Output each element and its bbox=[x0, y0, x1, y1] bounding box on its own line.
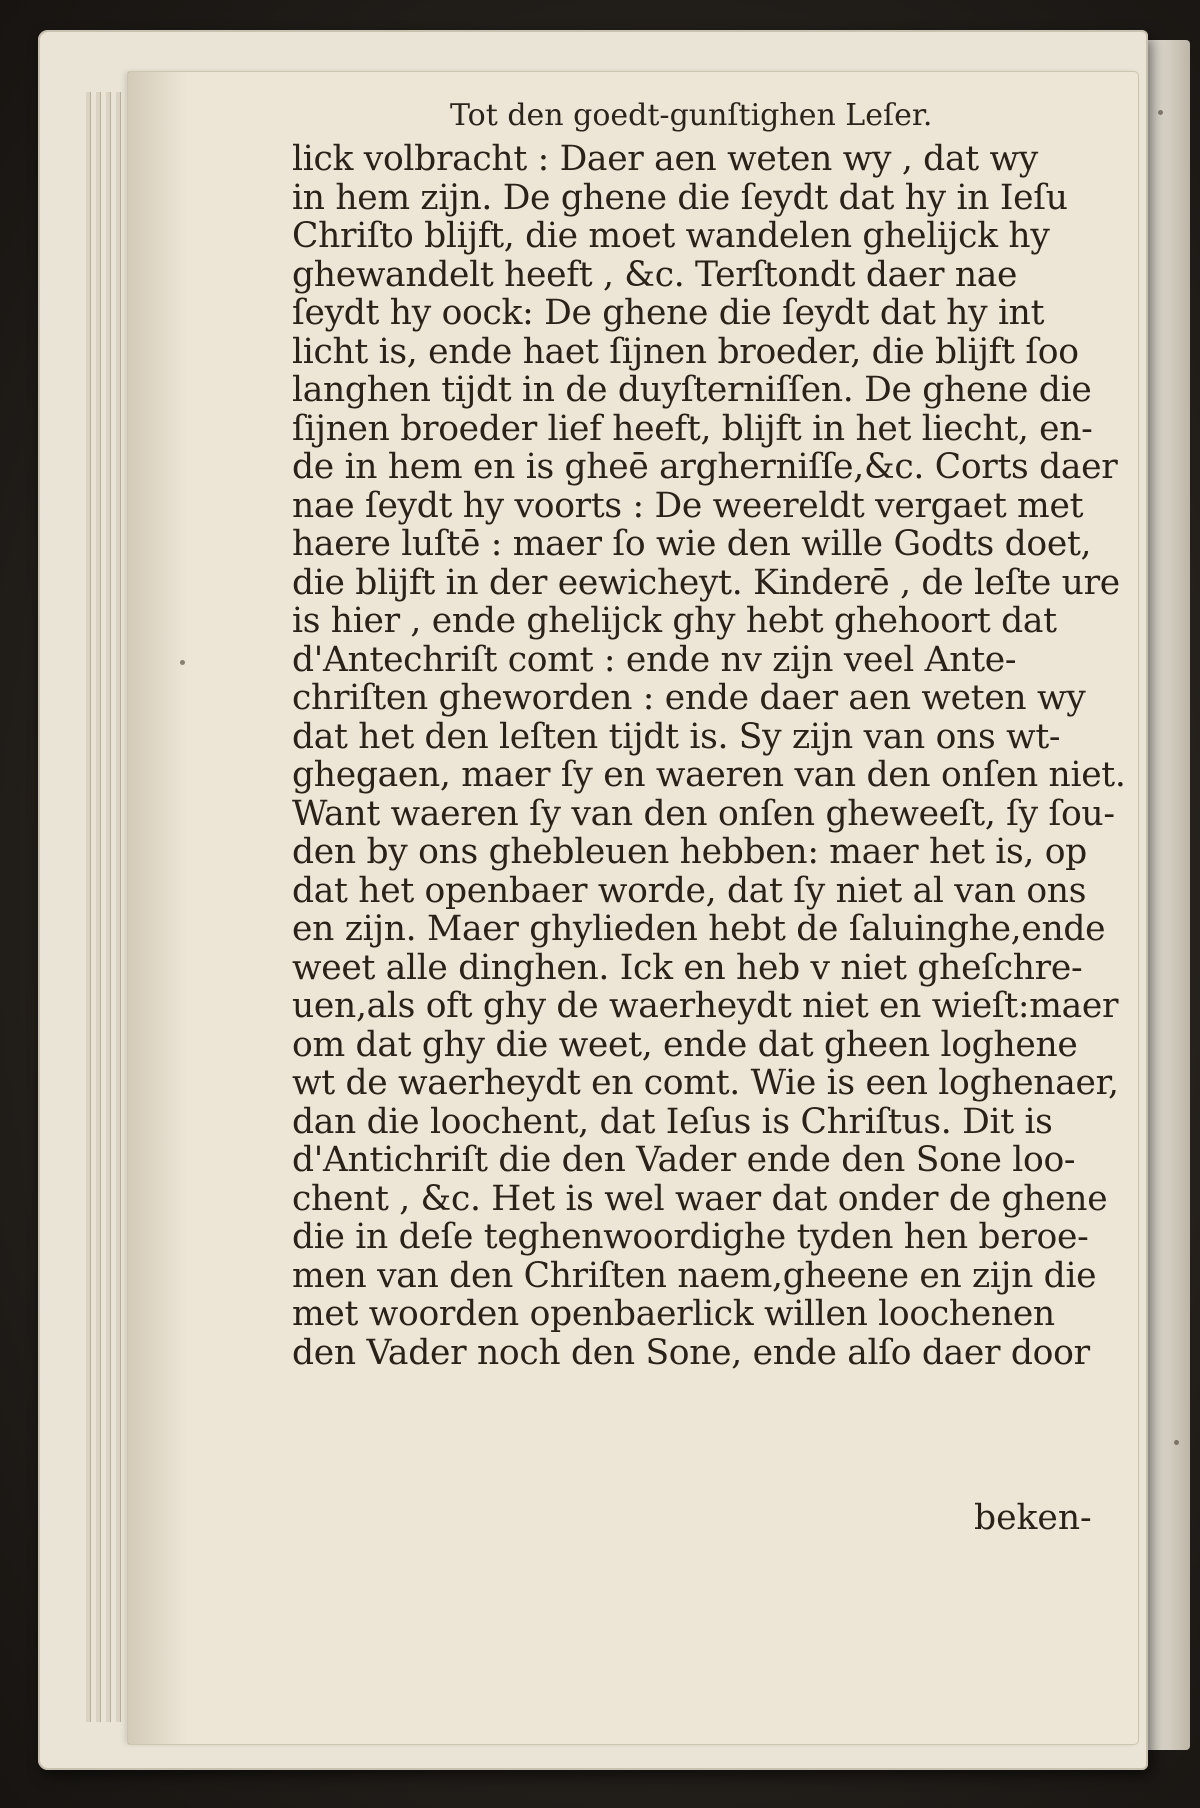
page-stack-edge bbox=[86, 92, 91, 1722]
page-stack-edge bbox=[106, 92, 111, 1722]
text-line: lick volbracht : Daer aen weten wy , dat wy bbox=[292, 139, 1038, 179]
page-stack-edge bbox=[96, 92, 101, 1722]
text-line: de in hem en is gheē argherniſſe,&c. Corts daer bbox=[292, 447, 1118, 487]
text-line: Want waeren ſy van den onſen gheweeſt, ſy ſou- bbox=[292, 793, 1115, 834]
ink-speck bbox=[1174, 1440, 1179, 1445]
text-line: wt de waerheydt en comt. Wie is een loghenaer, bbox=[292, 1063, 1119, 1103]
text-line: chent , &c. Het is wel waer dat onder de ghene bbox=[292, 1178, 1108, 1219]
text-line: om dat ghy die weet, ende dat gheen loghene bbox=[292, 1024, 1078, 1065]
ink-speck bbox=[1158, 110, 1163, 115]
text-line: dat het openbaer worde, dat ſy niet al van ons bbox=[292, 870, 1087, 911]
text-line: en zijn. Maer ghylieden hebt de ſaluinghe,ende bbox=[292, 909, 1106, 949]
text-line: men van den Chriſten naem,gheene en zijn die bbox=[292, 1255, 1097, 1296]
text-line: is hier , ende ghelijck ghy hebt ghehoort dat bbox=[292, 601, 1057, 641]
text-line: nae ſeydt hy voorts : De weereldt vergaet met bbox=[292, 485, 1084, 526]
text-line: met woorden openbaerlick willen loochenen bbox=[292, 1294, 1055, 1334]
text-line: ſeydt hy oock: De ghene die ſeydt dat hy int bbox=[292, 293, 1045, 333]
text-line: in hem zijn. De ghene die ſeydt dat hy in Ieſu bbox=[292, 177, 1068, 218]
text-line: langhen tijdt in de duyſterniſſen. De ghene die bbox=[292, 370, 1092, 410]
text-line: ghewandelt heeft , &c. Terſtondt daer nae bbox=[292, 254, 1018, 295]
text-line: licht is, ende haet ſijnen broeder, die blijft ſoo bbox=[292, 331, 1079, 372]
text-line: d'Antechriſt comt : ende nv zijn veel Ante- bbox=[292, 639, 1017, 680]
text-line: Chriſto blijft, die moet wandelen ghelijck hy bbox=[292, 216, 1050, 256]
text-line: weet alle dinghen. Ick en heb v niet gheſchre- bbox=[292, 947, 1083, 988]
text-line: dan die loochent, dat Ieſus is Chriſtus. Dit is bbox=[292, 1101, 1053, 1142]
text-line: die in deſe teghenwoordighe tyden hen beroe- bbox=[292, 1217, 1089, 1257]
text-line: chriſten gheworden : ende daer aen weten wy bbox=[292, 678, 1086, 718]
text-line: den Vader noch den Sone, ende alſo daer door bbox=[292, 1332, 1090, 1373]
text-line: ſijnen broeder lief heeft, blijft in het liecht, en- bbox=[292, 408, 1093, 449]
text-line: den by ons ghebleuen hebben: maer het is, op bbox=[292, 832, 1087, 872]
text-line: haere luſtē : maer ſo wie den wille Godts doet, bbox=[292, 524, 1092, 564]
page-text bbox=[292, 140, 1124, 1372]
text-line: ghegaen, maer ſy en waeren van den onſen niet. bbox=[292, 755, 1126, 795]
text-line: die blijft in der eewicheyt. Kinderē , de leſte ure bbox=[292, 562, 1120, 603]
running-head: Tot den goedt-gunſtighen Leſer. bbox=[450, 98, 933, 133]
text-line: uen,als oft ghy de waerheydt niet en wieſt:maer bbox=[292, 986, 1119, 1026]
page-stack-edge bbox=[116, 92, 121, 1722]
catchword: beken- bbox=[974, 1498, 1092, 1538]
text-line: d'Antichriſt die den Vader ende den Sone loo- bbox=[292, 1140, 1076, 1180]
text-line: dat het den leſten tijdt is. Sy zijn van ons wt- bbox=[292, 716, 1061, 757]
ink-speck bbox=[180, 660, 185, 665]
